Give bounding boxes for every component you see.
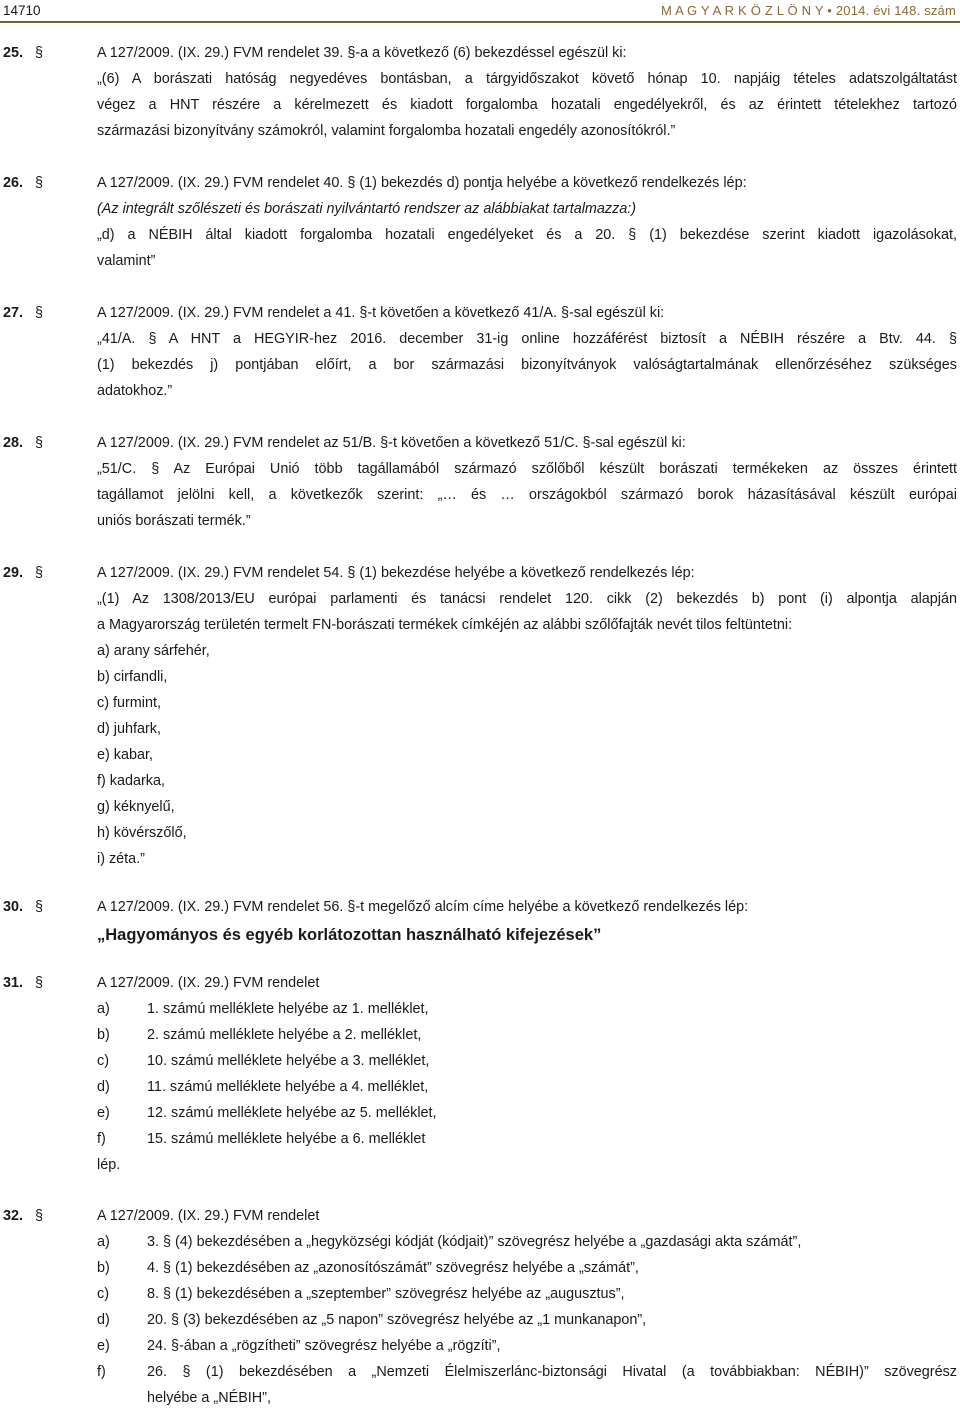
list-item: h) kövérszőlő, (97, 825, 187, 841)
text-line: „d) a NÉBIH által kiadott forgalomba hozatali engedélyeket és a 20. § (1) bekezdése szerint kiadott igazolásokat, (97, 227, 957, 243)
text-line: tagállamot jelölni kell, a következők szerint: „… és … országokból származó borok házasításával készült európai (97, 487, 957, 503)
section-sign: § (35, 975, 44, 991)
list-item (97, 1022, 957, 1048)
list-item: b) cirfandli, (97, 669, 168, 685)
text-line: valamint” (97, 253, 156, 269)
item-label: e) (97, 1105, 110, 1121)
page-header (0, 0, 960, 24)
item-text: 20. § (3) bekezdésében az „5 napon” szövegrész helyébe az „1 munkanapon”, (147, 1312, 647, 1328)
text-line: származási bizonyítvány számokról, valamint forgalomba hozatali engedély azonosítókról.” (97, 123, 676, 139)
section-body (97, 430, 957, 534)
section-sign: § (35, 899, 44, 915)
section-body (97, 40, 957, 144)
item-text: helyébe a „NÉBIH”, (147, 1390, 271, 1406)
item-label: f) (97, 1131, 106, 1147)
list-item: a) arany sárfehér, (97, 643, 210, 659)
list-item: d) juhfark, (97, 721, 161, 737)
text-line: (Az integrált szőlészeti és borászati nyilvántartó rendszer az alábbiakat tartalmazza:) (97, 201, 637, 217)
list-item: c) furmint, (97, 695, 161, 711)
section-body (97, 300, 957, 404)
list-item (97, 1100, 957, 1126)
section-sign: § (35, 435, 44, 451)
item-text: 8. § (1) bekezdésében a „szeptember” szövegrész helyébe az „augusztus”, (147, 1286, 625, 1302)
item-label: d) (97, 1312, 110, 1328)
list-item: f) kadarka, (97, 773, 165, 789)
journal-title: M A G Y A R K Ö Z L Ö N Y • 2014. évi 148. szám (660, 3, 956, 18)
section-number: 26. (3, 175, 24, 191)
item-text: 10. számú melléklete helyébe a 3. melléklet, (147, 1053, 430, 1069)
text-line: A 127/2009. (IX. 29.) FVM rendelet 39. §-a a következő (6) bekezdéssel egészül ki: (97, 45, 627, 61)
text-line: (1) bekezdés j) pontjában előírt, a bor származási bizonyítványok valóságtartalmának ellenőrzéséhez szükséges (97, 357, 957, 373)
text-line: A 127/2009. (IX. 29.) FVM rendelet 54. § (1) bekezdése helyébe a következő rendelkezés lép: (97, 565, 695, 581)
item-text: 1. számú melléklete helyébe az 1. melléklet, (147, 1001, 429, 1017)
text-line: A 127/2009. (IX. 29.) FVM rendelet (97, 1208, 320, 1224)
section-sign: § (35, 45, 44, 61)
section-body (97, 894, 957, 950)
section-number: 31. (3, 975, 24, 991)
list-item: i) zéta.” (97, 851, 145, 867)
item-text: 2. számú melléklete helyébe a 2. melléklet, (147, 1027, 422, 1043)
text-line: A 127/2009. (IX. 29.) FVM rendelet (97, 975, 320, 991)
item-label: c) (97, 1053, 109, 1069)
item-label: b) (97, 1260, 110, 1276)
item-text: 4. § (1) bekezdésében az „azonosítószámát” szövegrész helyébe a „számát”, (147, 1260, 639, 1276)
text-line: uniós borászati termék.” (97, 513, 251, 529)
section-sign: § (35, 305, 44, 321)
header-rule (0, 21, 960, 23)
item-label: f) (97, 1364, 106, 1380)
list-item (97, 1126, 957, 1152)
text-line: adatokhoz.” (97, 383, 173, 399)
text-line: A 127/2009. (IX. 29.) FVM rendelet 40. § (1) bekezdés d) pontja helyébe a következő rendelkezés lép: (97, 175, 747, 191)
list-item (97, 1255, 957, 1281)
text-line: A 127/2009. (IX. 29.) FVM rendelet a 41. §-t követően a következő 41/A. §-sal egészül ki: (97, 305, 665, 321)
section-number: 25. (3, 45, 24, 61)
list-item (97, 1281, 957, 1307)
text-line: a Magyarország területén termelt FN-borászati termékek címkéjén az alábbi szőlőfajták nevét tilos feltüntetni: (97, 617, 793, 633)
list-item (97, 1333, 957, 1359)
list-item (97, 1359, 957, 1385)
list-item (97, 1307, 957, 1333)
section-number: 32. (3, 1208, 24, 1224)
item-text: 15. számú melléklete helyébe a 6. melléklet (147, 1131, 426, 1147)
text-line: A 127/2009. (IX. 29.) FVM rendelet az 51/B. §-t követően a következő 51/C. §-sal egészül ki: (97, 435, 686, 451)
text-line: lép. (97, 1157, 121, 1173)
text-line: „51/C. § Az Európai Unió több tagállamából származó szőlőből készült borászati termékeken az összes érintett (97, 461, 957, 477)
item-text: 24. §-ában a „rögzítheti” szövegrész helyébe a „rögzíti”, (147, 1338, 501, 1354)
section-body (97, 560, 957, 872)
item-label: a) (97, 1001, 110, 1017)
section-number: 27. (3, 305, 24, 321)
section-sign: § (35, 175, 44, 191)
list-item: g) kéknyelű, (97, 799, 175, 815)
page-number: 14710 (3, 3, 41, 18)
text-line: A 127/2009. (IX. 29.) FVM rendelet 56. §-t megelőző alcím címe helyébe a következő rendelkezés lép: (97, 899, 749, 915)
text-line: „41/A. § A HNT a HEGYIR-hez 2016. december 31-ig online hozzáférést biztosít a NÉBIH részére a Btv. 44. § (97, 331, 957, 347)
text-line: végez a HNT részére a kérelmezett és kiadott forgalomba hozatali engedélyekről, és az érintett tételekhez tartozó (97, 97, 957, 113)
section-body (97, 970, 957, 1178)
section-number: 29. (3, 565, 24, 581)
list-item (97, 1385, 957, 1411)
section-body (97, 170, 957, 274)
list-item (97, 1048, 957, 1074)
list-item (97, 1074, 957, 1100)
item-text: 12. számú melléklete helyébe az 5. melléklet, (147, 1105, 437, 1121)
text-line: „(1) Az 1308/2013/EU európai parlamenti és tanácsi rendelet 120. cikk (2) bekezdés b) pont (i) alpontja alapján (97, 591, 957, 607)
item-label: c) (97, 1286, 109, 1302)
item-label: e) (97, 1338, 110, 1354)
item-label: b) (97, 1027, 110, 1043)
item-text: 11. számú melléklete helyébe a 4. melléklet, (147, 1079, 429, 1095)
item-label: a) (97, 1234, 110, 1250)
section-sign: § (35, 1208, 44, 1224)
section-sign: § (35, 565, 44, 581)
item-label: d) (97, 1079, 110, 1095)
section-number: 30. (3, 899, 24, 915)
subtitle-text: „Hagyományos és egyéb korlátozottan használható kifejezések” (97, 926, 602, 944)
section-body (97, 1203, 957, 1411)
item-text: 26. § (1) bekezdésében a „Nemzeti Élelmiszerlánc-biztonsági Hivatal (a továbbiakban: NÉBIH)” szövegrész (147, 1364, 957, 1380)
text-line: „(6) A borászati hatóság negyedéves bontásban, a tárgyidőszakot követő hónap 10. napjáig tételes adatszolgáltatást (97, 71, 957, 87)
item-text: 3. § (4) bekezdésében a „hegyközségi kódját (kódjait)” szövegrész helyébe a „gazdasági akta számát”, (147, 1234, 802, 1250)
section-number: 28. (3, 435, 24, 451)
list-item (97, 1229, 957, 1255)
list-item: e) kabar, (97, 747, 153, 763)
list-item (97, 996, 957, 1022)
